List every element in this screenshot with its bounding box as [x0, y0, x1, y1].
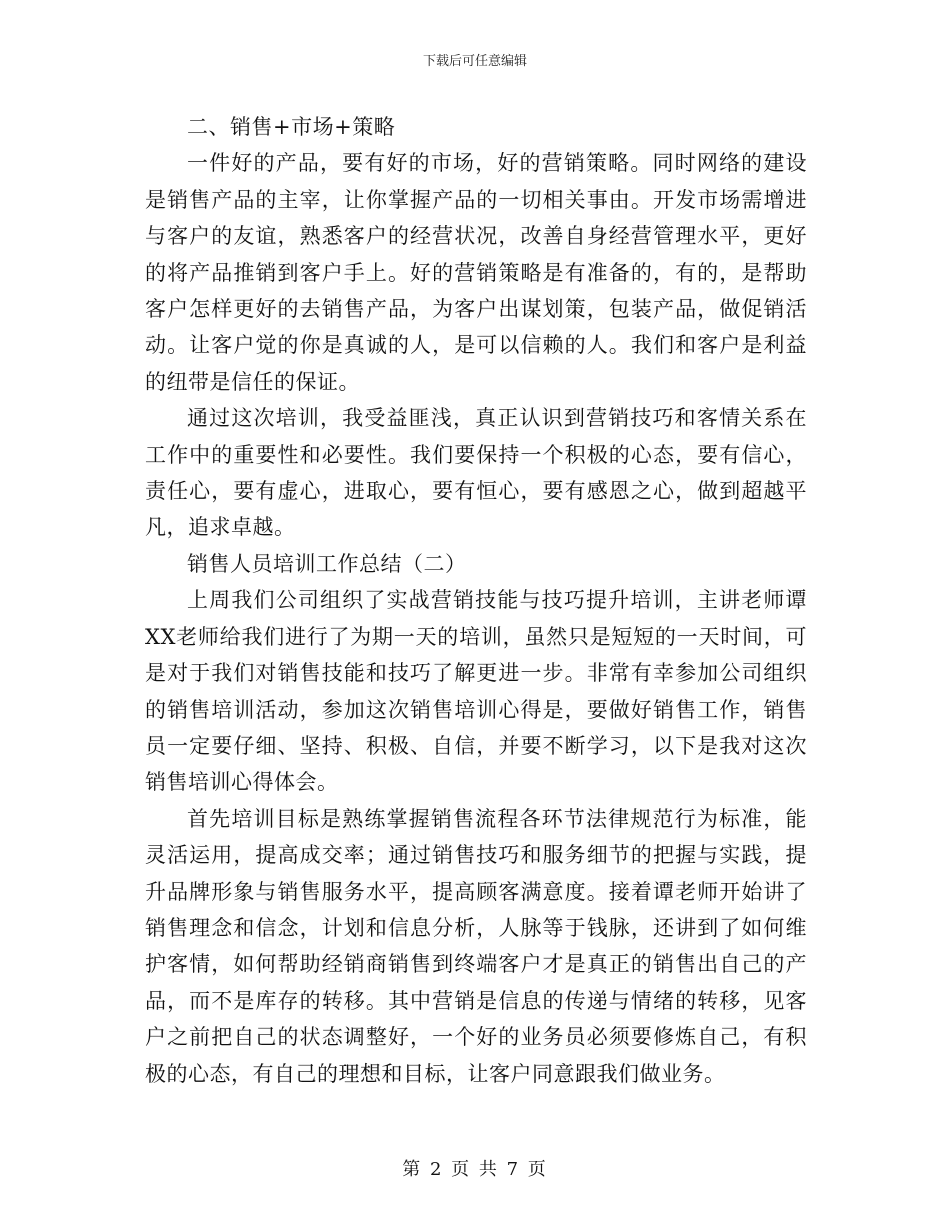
paragraph: 首先培训目标是熟练掌握销售流程各环节法律规范行为标准，能灵活运用，提高成交率；通过销售技巧和服务细节的把握与实践，提升品牌形象与销售服务水平，提高顾客满意度。接着谭老师开始讲了销售理念和信念，计划和信息分析，人脉等于钱脉，还讲到了如何维护客情，如何帮助经销商销售到终端客户才是真正的销售出自己的产品，而不是库存的转移。其中营销是信息的传递与情绪的转移，见客户之前把自己的状态调整好，一个好的业务员必须要修炼自己，有积极的心态，有自己的理想和目标，让客户同意跟我们做业务。	[145, 806, 807, 1086]
document-body	[145, 109, 807, 1092]
paragraph: 一件好的产品，要有好的市场，好的营销策略。同时网络的建设是销售产品的主宰，让你掌握产品的一切相关事由。开发市场需增进与客户的友谊，熟悉客户的经营状况，改善自身经营管理水平，更好的将产品推销到客户手上。好的营销策略是有准备的，有的，是帮助客户怎样更好的去销售产品，为客户出谋划策，包装产品，做促销活动。让客户觉的你是真诚的人，是可以信赖的人。我们和客户是利益的纽带是信任的保证。	[145, 151, 807, 394]
section-heading: 二、销售+市场+策略	[187, 115, 396, 139]
page-number: 第 2 页 共 7 页	[402, 1159, 548, 1180]
paragraph: 通过这次培训，我受益匪浅，真正认识到营销技巧和客情关系在工作中的重要性和必要性。我们要保持一个积极的心态，要有信心，责任心，要有虚心，进取心，要有恒心，要有感恩之心，做到超越平凡，追求卓越。	[145, 406, 807, 540]
page-header-note: 下载后可任意编辑	[422, 54, 527, 69]
section-title: 销售人员培训工作总结（二）	[187, 551, 467, 576]
paragraph: 上周我们公司组织了实战营销技能与技巧提升培训，主讲老师谭XX老师给我们进行了为期一天的培训，虽然只是短短的一天时间，可是对于我们对销售技能和技巧了解更进一步。非常有幸参加公司组织的销售培训活动，参加这次销售培训心得是，要做好销售工作，销售员一定要仔细、坚持、积极、自信，并要不断学习，以下是我对这次销售培训心得体会。	[145, 588, 807, 795]
